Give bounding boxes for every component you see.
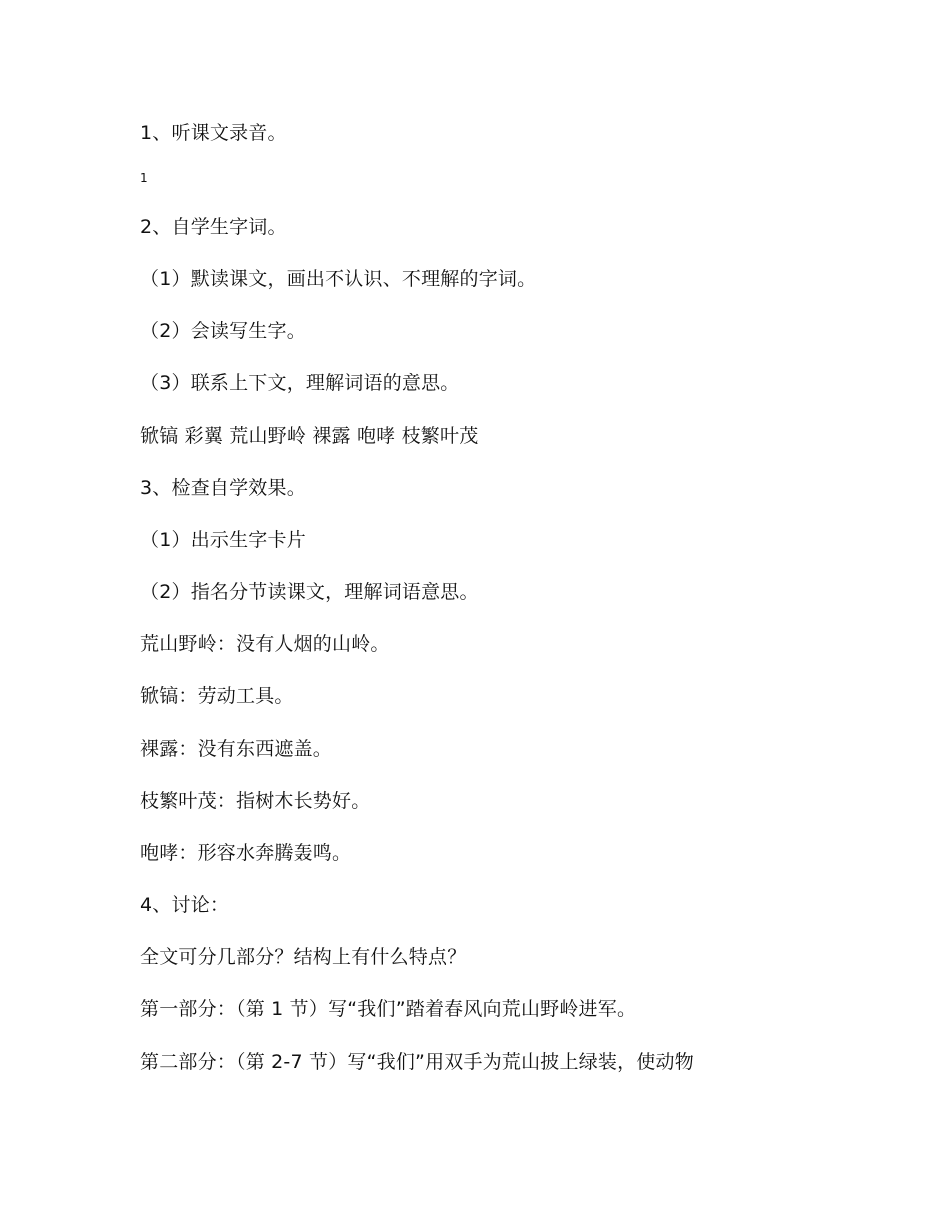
step-4-discussion: 4、讨论： <box>140 894 230 916</box>
step-2-self-study: 2、自学生字词。 <box>140 216 287 238</box>
page-footnote-number: 1 <box>140 171 148 185</box>
definition-item: 锨镐：劳动工具。 <box>140 685 294 707</box>
substep-3-1: （1）出示生字卡片 <box>140 529 306 551</box>
substep-2-1: （1）默读课文，画出不认识、不理解的字词。 <box>140 268 537 290</box>
substep-2-3: （3）联系上下文，理解词语的意思。 <box>140 372 460 394</box>
vocabulary-list: 锨镐 彩翼 荒山野岭 裸露 咆哮 枝繁叶茂 <box>140 425 479 447</box>
discussion-question: 全文可分几部分？结构上有什么特点？ <box>140 946 467 968</box>
definition-item: 荒山野岭：没有人烟的山岭。 <box>140 633 390 655</box>
step-1-listen: 1、听课文录音。 <box>140 122 287 144</box>
definition-item: 枝繁叶茂：指树木长势好。 <box>140 790 371 812</box>
definition-item: 咆哮：形容水奔腾轰鸣。 <box>140 842 352 864</box>
definition-item: 裸露：没有东西遮盖。 <box>140 738 333 760</box>
substep-3-2: （2）指名分节读课文，理解词语意思。 <box>140 581 479 603</box>
step-3-check: 3、检查自学效果。 <box>140 477 306 499</box>
structure-part-1: 第一部分：（第 1 节）写“我们”踏着春风向荒山野岭进军。 <box>140 998 637 1020</box>
substep-2-2: （2）会读写生字。 <box>140 320 306 342</box>
structure-part-2: 第二部分：（第 2-7 节）写“我们”用双手为荒山披上绿装，使动物 <box>140 1051 694 1073</box>
